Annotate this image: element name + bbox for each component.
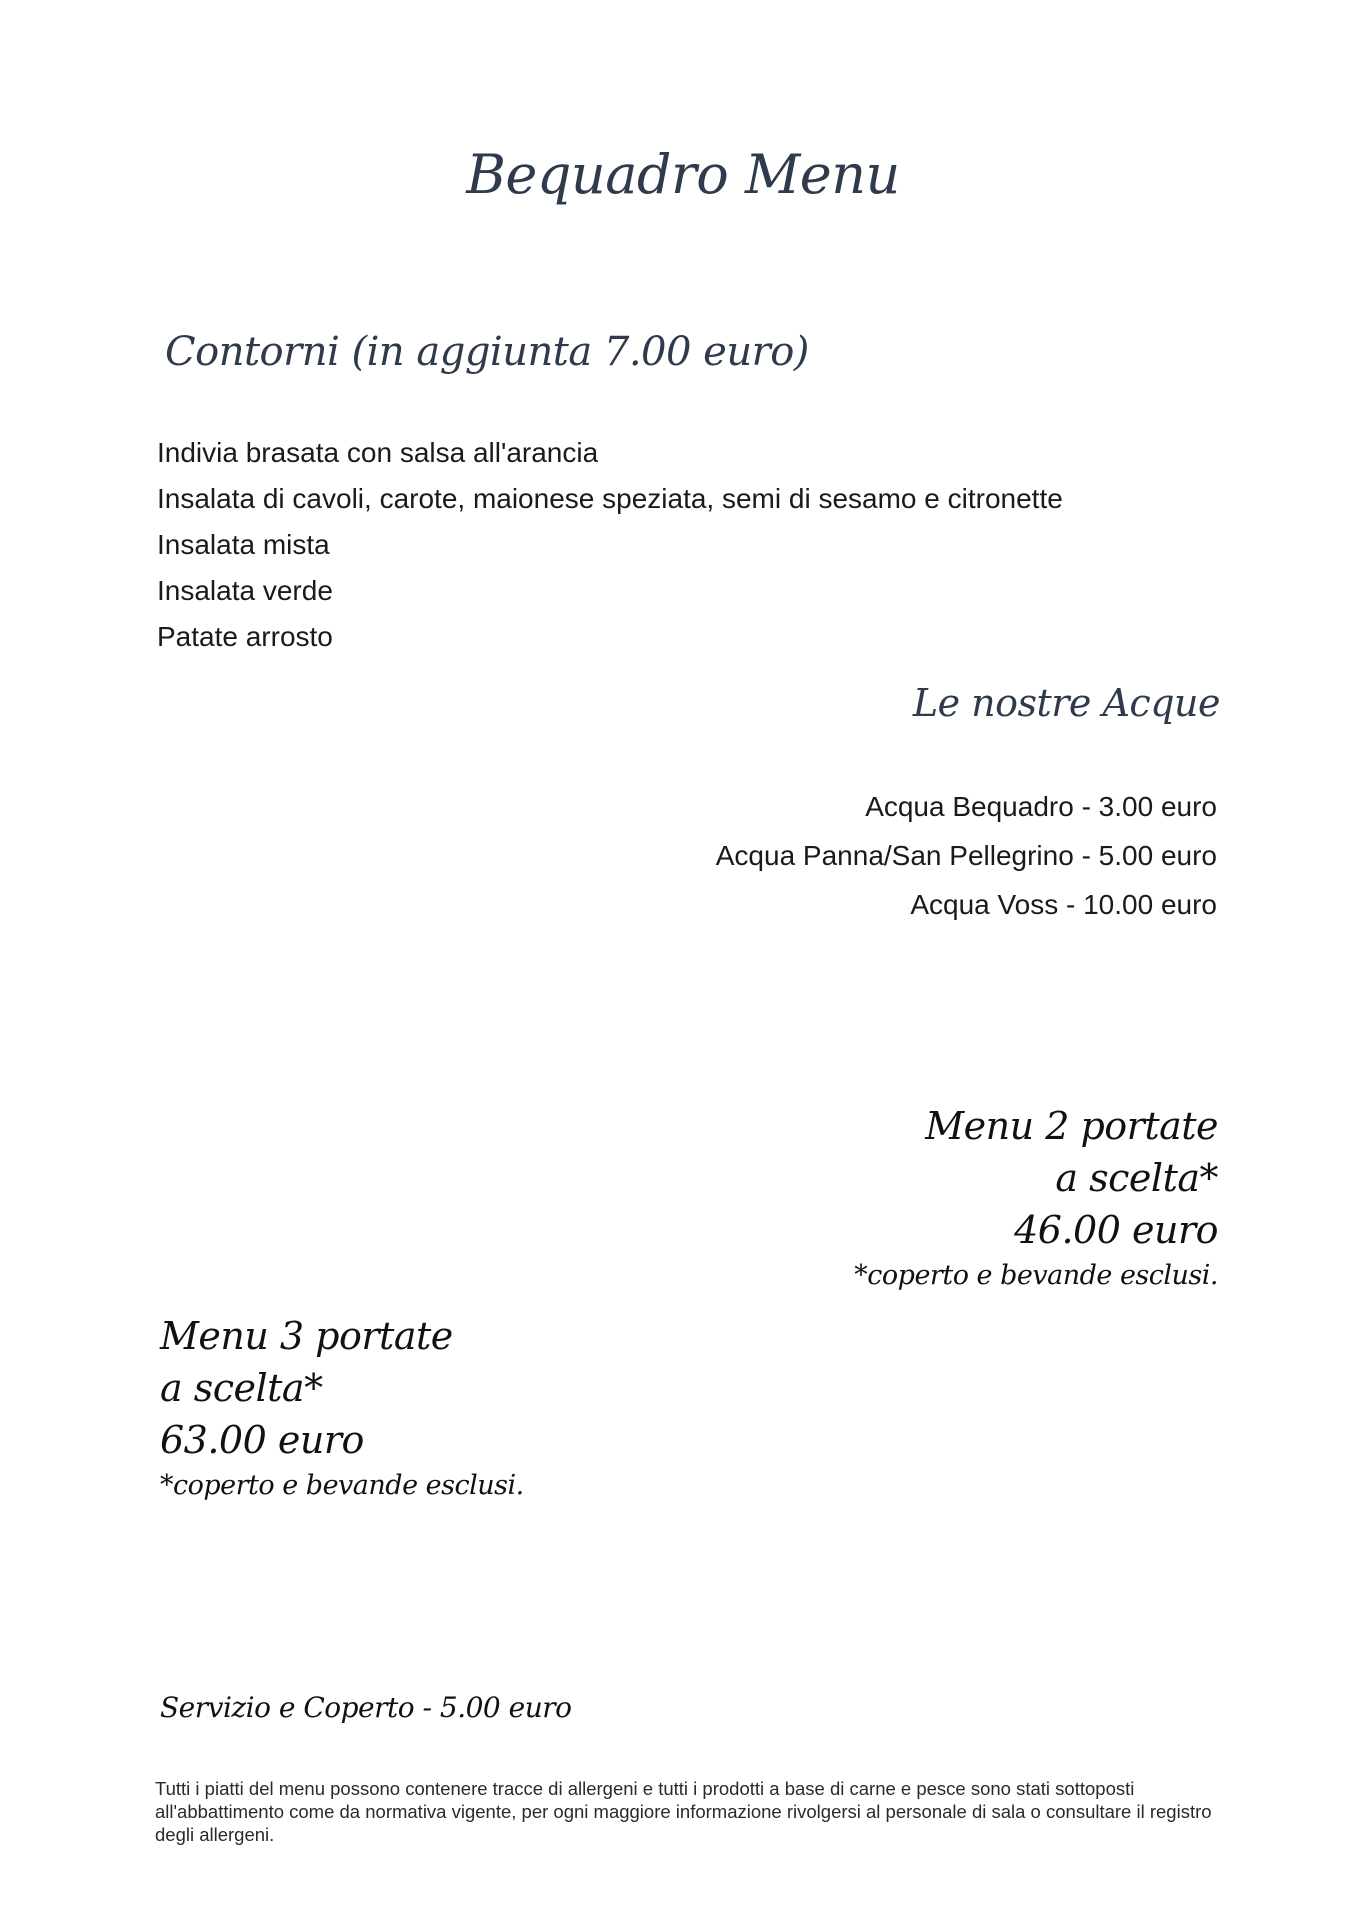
- list-item: Indivia brasata con salsa all'arancia: [157, 437, 599, 468]
- menu-3-note: *coperto e bevande esclusi.: [160, 1470, 524, 1501]
- menu-2-title: Menu 2 portate: [925, 1104, 1218, 1148]
- contorni-heading: Contorni (in aggiunta 7.00 euro): [165, 329, 809, 375]
- acque-list: [716, 782, 1217, 929]
- list-item: Acqua Panna/San Pellegrino - 5.00 euro: [715, 840, 1217, 871]
- menu-3-subtitle: a scelta*: [160, 1366, 323, 1410]
- menu-2-note: *coperto e bevande esclusi.: [854, 1260, 1218, 1291]
- list-item: Insalata mista: [157, 529, 330, 560]
- list-item: Acqua Voss - 10.00 euro: [910, 889, 1217, 920]
- list-item: Insalata verde: [157, 575, 333, 606]
- allergen-disclaimer: Tutti i piatti del menu possono contenere tracce di allergeni e tutti i prodotti a base di carne e pesce sono stati sottoposti all'abbattimento come da normativa vigente, per ogni maggiore informazione rivolgersi al personale di sala o consultare il registro degli allergeni.: [155, 1778, 1212, 1845]
- list-item: Acqua Bequadro - 3.00 euro: [865, 791, 1217, 822]
- acque-heading: Le nostre Acque: [912, 681, 1220, 725]
- page-title: Bequadro Menu: [466, 143, 900, 206]
- list-item: Patate arrosto: [157, 621, 333, 652]
- servizio-coperto: Servizio e Coperto - 5.00 euro: [160, 1691, 572, 1724]
- menu-3-portate: [160, 1310, 524, 1506]
- contorni-list: [157, 430, 1063, 660]
- list-item: Insalata di cavoli, carote, maionese speziata, semi di sesamo e citronette: [157, 483, 1063, 514]
- menu-3-price: 63.00 euro: [160, 1418, 364, 1462]
- menu-2-price: 46.00 euro: [1014, 1208, 1218, 1252]
- menu-2-subtitle: a scelta*: [1055, 1156, 1218, 1200]
- menu-3-title: Menu 3 portate: [160, 1314, 453, 1358]
- menu-2-portate: [854, 1100, 1218, 1296]
